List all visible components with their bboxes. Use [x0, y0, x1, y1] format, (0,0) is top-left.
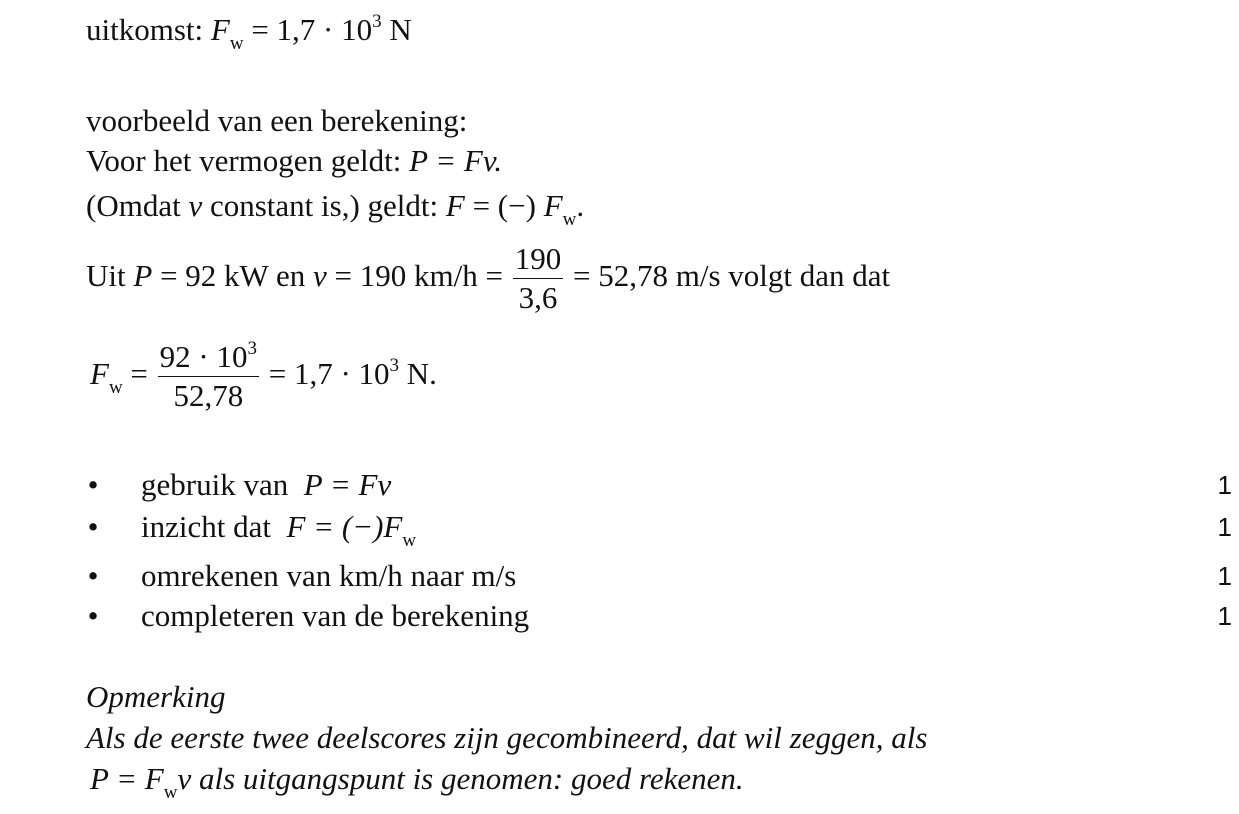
remark-tail: als uitgangspunt is genomen: goed rekenen.	[198, 761, 744, 796]
constant-eq: = (−)	[472, 188, 536, 223]
result-line	[86, 11, 412, 54]
result-exponent: 3	[372, 11, 382, 32]
example-line-conversion	[86, 236, 890, 317]
remark-title: Opmerking	[86, 679, 226, 714]
power-formula: P = Fv.	[409, 143, 503, 178]
result-sub-w: w	[229, 33, 244, 54]
force-fraction	[158, 338, 259, 415]
result-F: F	[210, 12, 230, 47]
power-text: Voor het vermogen geldt:	[86, 143, 402, 178]
conv-pval: = 92 kW en	[160, 258, 306, 293]
conv-uit: Uit	[86, 258, 126, 293]
criterion-label: gebruik van	[141, 467, 289, 502]
bullet-dot: •	[87, 598, 99, 633]
criterion-text	[141, 467, 391, 503]
result-label: uitkomst:	[86, 12, 204, 47]
force-exp: 3	[389, 355, 400, 376]
example-line-force	[90, 334, 437, 415]
force-num-exp: 3	[247, 338, 257, 360]
conv-fraction	[513, 240, 564, 317]
force-eq2: = 1,7 · 10	[268, 356, 390, 391]
criterion-score: 1	[1217, 512, 1232, 542]
criterion-formula: F = (−)F	[286, 509, 403, 544]
conv-fraction-denominator: 3,6	[518, 280, 558, 316]
criterion-text: omrekenen van km/h naar m/s	[141, 558, 517, 593]
conv-result: = 52,78 m/s	[572, 258, 721, 293]
conv-fraction-numerator: 190	[513, 240, 564, 279]
constant-Fw: F	[543, 188, 563, 223]
result-value: = 1,7 · 10	[251, 12, 373, 47]
example-line-constant	[86, 188, 585, 230]
constant-F: F	[445, 188, 465, 223]
criterion-formula: P = Fv	[303, 467, 392, 502]
constant-dot: .	[576, 188, 585, 223]
remark-formula-P: P = F	[90, 761, 164, 796]
force-unit: N.	[399, 356, 437, 391]
example-heading: voorbeeld van een berekening:	[86, 103, 468, 138]
remark-line-2	[90, 761, 744, 803]
criterion-score: 1	[1217, 601, 1232, 631]
force-fraction-denominator: 52,78	[173, 378, 244, 414]
constant-sub-w: w	[562, 209, 577, 230]
conv-vval: = 190 km/h =	[334, 258, 503, 293]
bullet-dot: •	[87, 558, 99, 593]
conv-P: P	[133, 258, 153, 293]
force-eq1: =	[130, 356, 148, 391]
result-unit: N	[381, 12, 412, 47]
force-fraction-numerator	[158, 338, 259, 377]
conv-tail: volgt dan dat	[728, 258, 891, 293]
constant-mid: constant is,) geldt:	[209, 188, 439, 223]
constant-v: v	[188, 188, 203, 223]
remark-line-1: Als de eerste twee deelscores zijn gecombineerd, dat wil zeggen, als	[86, 720, 928, 755]
criterion-text	[141, 509, 417, 551]
force-sub-w: w	[108, 377, 123, 398]
force-num-text: 92 · 10	[159, 339, 248, 375]
conv-v: v	[313, 258, 327, 293]
bullet-dot: •	[87, 467, 99, 502]
criterion-text: completeren van de berekening	[141, 598, 530, 633]
criterion-score: 1	[1217, 470, 1232, 500]
criterion-label: inzicht dat	[141, 509, 271, 544]
bullet-dot: •	[87, 509, 99, 544]
remark-sub-w: w	[163, 782, 178, 803]
force-F: F	[90, 356, 109, 391]
example-line-power	[86, 143, 502, 179]
criterion-sub-w: w	[402, 530, 417, 551]
remark-formula-v: v	[177, 761, 192, 796]
constant-pre: (Omdat	[86, 188, 181, 223]
criterion-score: 1	[1217, 561, 1232, 591]
